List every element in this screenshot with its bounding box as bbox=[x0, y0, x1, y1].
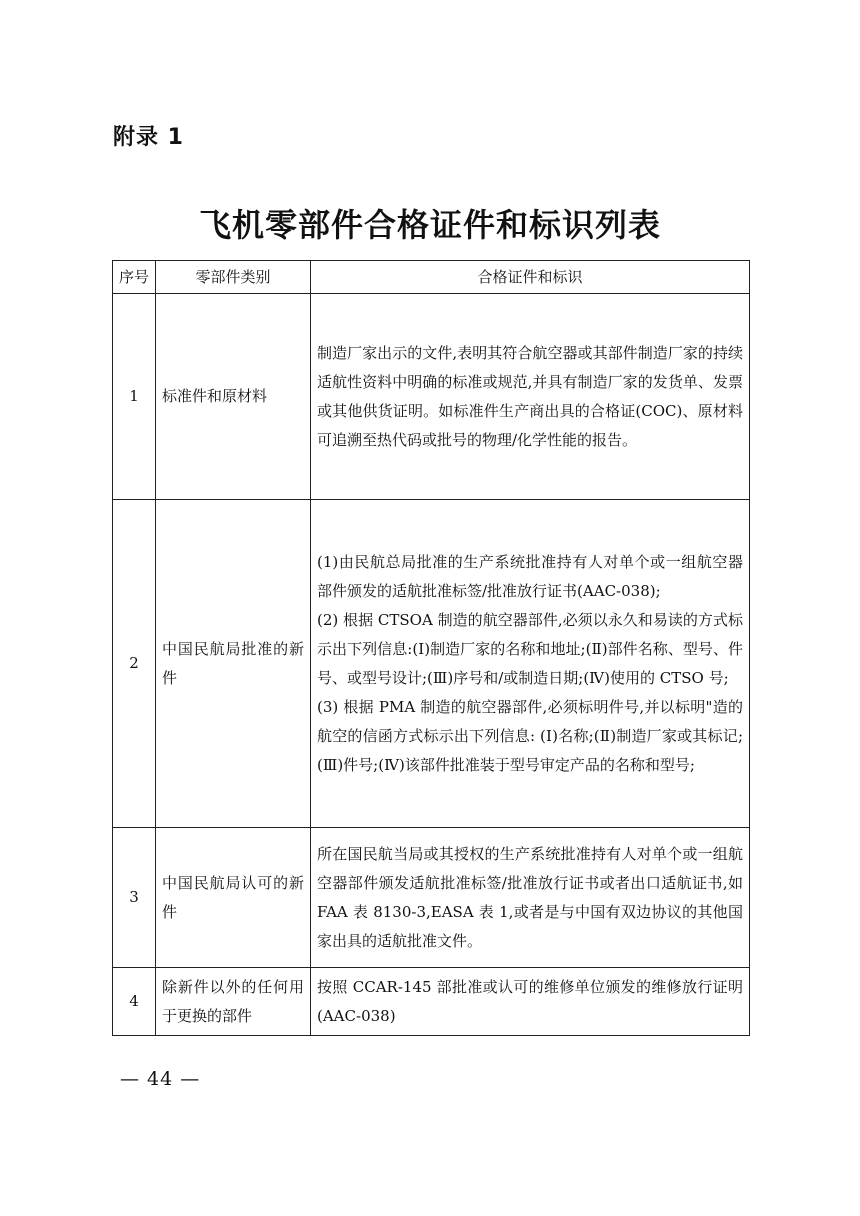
row-category: 中国民航局认可的新件 bbox=[156, 828, 311, 968]
header-no: 序号 bbox=[113, 261, 156, 294]
row-certificate bbox=[311, 294, 750, 500]
row-certificate bbox=[311, 500, 750, 828]
table-header-row bbox=[113, 261, 750, 294]
certificate-paragraph: (2) 根据 CTSOA 制造的航空器部件,必须以永久和易读的方式标示出下列信息:(Ⅰ)制造厂家的名称和地址;(Ⅱ)部件名称、型号、件号、或型号设计;(Ⅲ)序号和/或制造日期;(Ⅳ)使用的 CTSO 号; bbox=[317, 610, 743, 687]
certificate-paragraph: (1)由民航总局批准的生产系统批准持有人对单个或一组航空器部件颁发的适航批准标签/批准放行证书(AAC-038); bbox=[317, 552, 743, 600]
row-category: 除新件以外的任何用于更换的部件 bbox=[156, 968, 311, 1036]
document-title: 飞机零部件合格证件和标识列表 bbox=[198, 206, 661, 244]
appendix-label: 附录 1 bbox=[113, 125, 184, 150]
header-certificate: 合格证件和标识 bbox=[311, 261, 750, 294]
row-number: 4 bbox=[113, 968, 156, 1036]
row-category: 中国民航局批准的新件 bbox=[156, 500, 311, 828]
table-row bbox=[113, 828, 750, 968]
row-number: 1 bbox=[113, 294, 156, 500]
certificate-paragraph: 制造厂家出示的文件,表明其符合航空器或其部件制造厂家的持续适航性资料中明确的标准或规范,并具有制造厂家的发货单、发票或其他供货证明。如标准件生产商出具的合格证(COC)、原材料可追溯至热代码或批号的物理/化学性能的报告。 bbox=[317, 343, 743, 449]
table-row bbox=[113, 500, 750, 828]
table-row bbox=[113, 294, 750, 500]
row-number: 2 bbox=[113, 500, 156, 828]
certificate-table bbox=[112, 260, 750, 1036]
table-row bbox=[113, 968, 750, 1036]
row-certificate bbox=[311, 828, 750, 968]
row-category: 标准件和原材料 bbox=[156, 294, 311, 500]
certificate-paragraph: (3) 根据 PMA 制造的航空器部件,必须标明件号,并以标明"造的航空的信函方式标示出下列信息: (Ⅰ)名称;(Ⅱ)制造厂家或其标记;(Ⅲ)件号;(Ⅳ)该部件批准装于型号审定产品的名称和型号; bbox=[317, 697, 743, 774]
header-category: 零部件类别 bbox=[156, 261, 311, 294]
row-certificate bbox=[311, 968, 750, 1036]
certificate-paragraph: 按照 CCAR-145 部批准或认可的维修单位颁发的维修放行证明(AAC-038) bbox=[317, 977, 743, 1025]
row-number: 3 bbox=[113, 828, 156, 968]
page-number: — 44 — bbox=[120, 1068, 201, 1090]
certificate-paragraph: 所在国民航当局或其授权的生产系统批准持有人对单个或一组航空器部件颁发适航批准标签/批准放行证书或者出口适航证书,如 FAA 表 8130-3,EASA 表 1,或者是与中国有双边协议的其他国家出具的适航批准文件。 bbox=[317, 844, 743, 950]
